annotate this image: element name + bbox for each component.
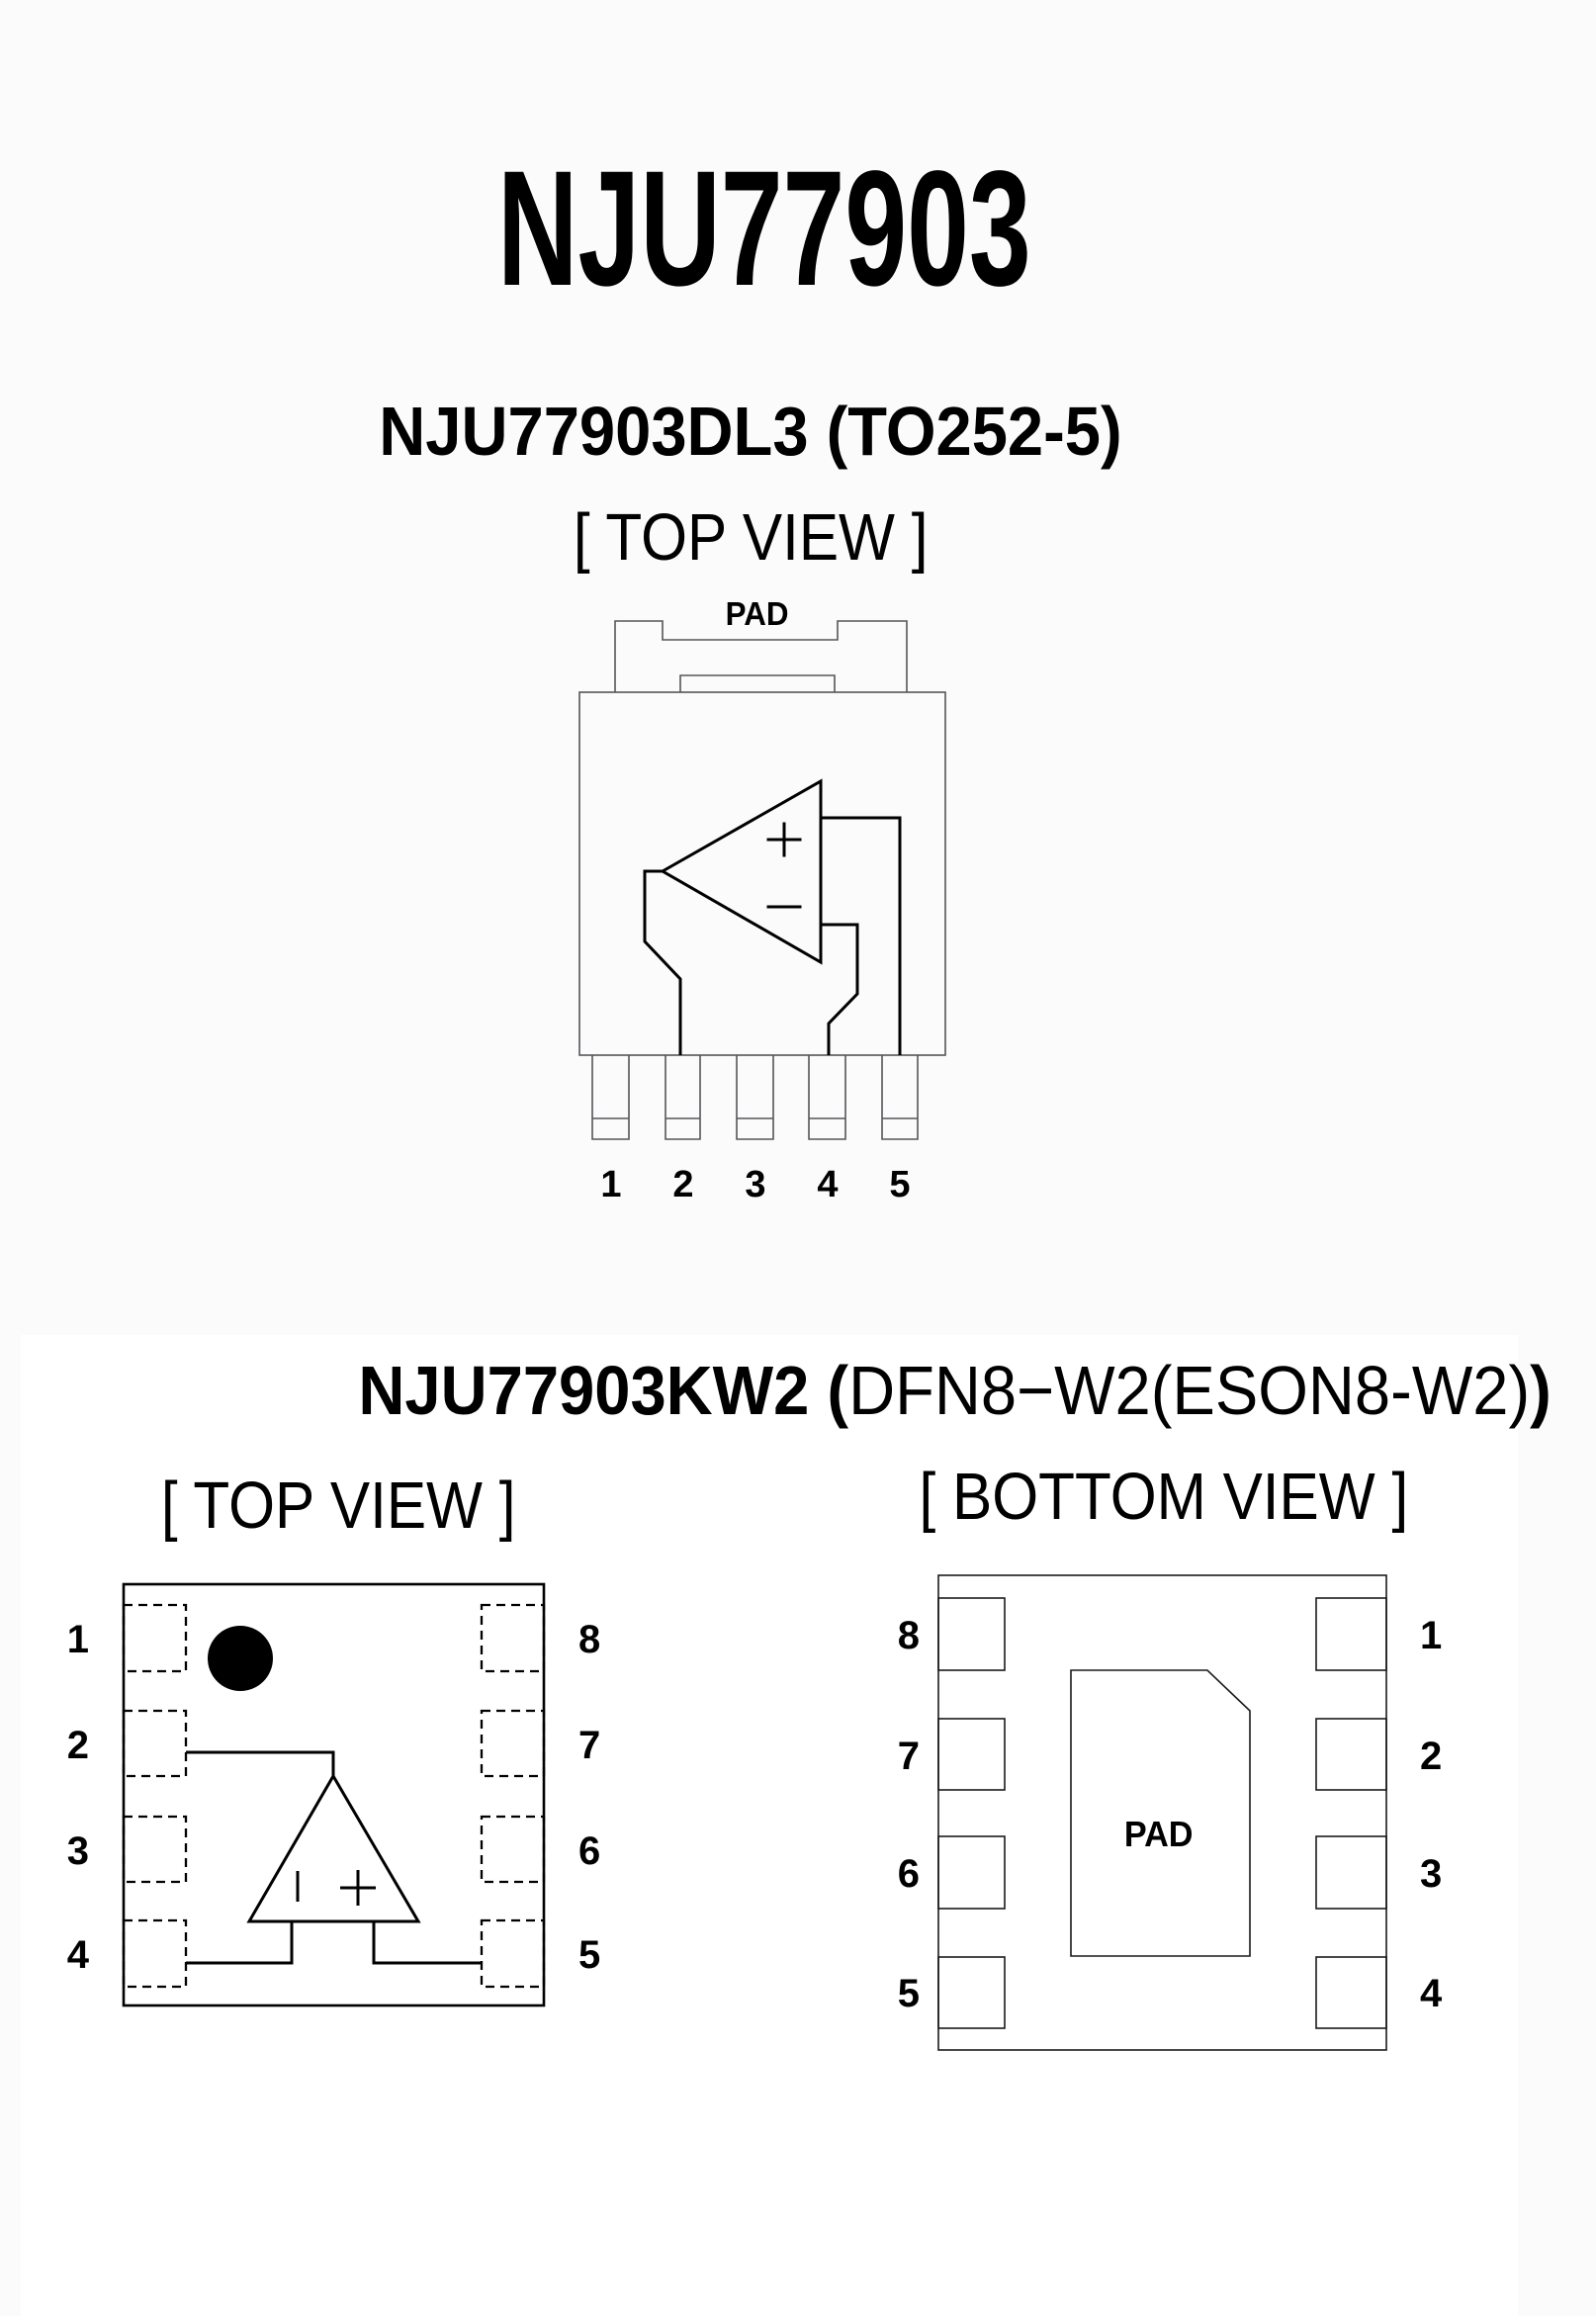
dfn8-top-pin-5: 5 bbox=[578, 1933, 601, 1977]
wire-to-pin2 bbox=[186, 1752, 333, 1776]
opamp-triangle bbox=[663, 781, 821, 962]
dfn8-bottom-pin-7: 7 bbox=[897, 1735, 920, 1778]
to252-pad-label: PAD bbox=[726, 595, 789, 632]
dfn8-heading-bold-open: NJU77903KW2 ( bbox=[358, 1352, 849, 1429]
page-title: NJU77903 bbox=[497, 137, 1031, 320]
to252-view-label: [ TOP VIEW ] bbox=[573, 500, 929, 575]
dfn8-top-right-pads bbox=[482, 1605, 544, 1987]
dfn8-bottom-pin-4: 4 bbox=[1420, 1972, 1443, 2015]
dfn8-top-left-pads bbox=[124, 1605, 186, 1987]
to252-heading: NJU77903DL3 (TO252-5) bbox=[379, 393, 1122, 470]
dfn8-bottomview-label: [ BOTTOM VIEW ] bbox=[919, 1460, 1409, 1534]
dfn8-heading-regular: DFN8−W2(ESON8-W2) bbox=[848, 1352, 1531, 1429]
dfn8-top-pin-1: 1 bbox=[66, 1618, 89, 1661]
dfn8-topview-drawing bbox=[99, 1562, 613, 2037]
dfn8-top-pin-6: 6 bbox=[578, 1829, 601, 1873]
dfn8-topview-label: [ TOP VIEW ] bbox=[160, 1469, 516, 1543]
to252-pins bbox=[592, 1055, 918, 1139]
dfn8-bottom-pin-3: 3 bbox=[1420, 1852, 1443, 1896]
dfn8-top-pin-8: 8 bbox=[578, 1618, 601, 1661]
to252-pin-number-1: 1 bbox=[600, 1164, 622, 1205]
dfn8-bottom-body bbox=[938, 1575, 1386, 2050]
dfn8-bottom-pin-2: 2 bbox=[1420, 1735, 1443, 1778]
dfn8-bottom-pin-1: 1 bbox=[1420, 1614, 1443, 1657]
dfn8-bottom-left-pads bbox=[938, 1598, 1005, 2028]
dfn8-opamp-symbol bbox=[186, 1752, 481, 1963]
dfn8-heading-bold-close: ) bbox=[1530, 1352, 1552, 1429]
dfn8-bottom-pin-6: 6 bbox=[897, 1852, 920, 1896]
wire-to-pin4 bbox=[821, 925, 857, 1055]
wire-to-pin2 bbox=[645, 871, 680, 1055]
to252-opamp-symbol bbox=[645, 781, 900, 1055]
dfn8-bottom-pin-5: 5 bbox=[897, 1972, 920, 2015]
wire-to-pin4 bbox=[186, 1921, 292, 1963]
to252-die-rect bbox=[680, 675, 835, 692]
to252-package-drawing bbox=[554, 593, 969, 1147]
opamp-plus-mark bbox=[767, 823, 802, 857]
dfn8-bottom-right-pads bbox=[1316, 1598, 1386, 2028]
pin1-marker-dot bbox=[208, 1626, 273, 1691]
to252-pin-number-2: 2 bbox=[672, 1164, 694, 1205]
opamp-triangle bbox=[249, 1776, 418, 1921]
dfn8-top-pin-2: 2 bbox=[66, 1724, 89, 1767]
opamp-plus-mark bbox=[340, 1870, 376, 1906]
to252-pin-number-4: 4 bbox=[817, 1164, 839, 1205]
dfn8-top-pin-7: 7 bbox=[578, 1724, 601, 1767]
wire-to-pin5 bbox=[374, 1921, 481, 1963]
dfn8-heading bbox=[313, 1352, 1552, 1429]
dfn8-top-pin-4: 4 bbox=[66, 1933, 89, 1977]
to252-pin-number-5: 5 bbox=[889, 1164, 911, 1205]
dfn8-bottom-pin-8: 8 bbox=[897, 1614, 920, 1657]
to252-pin-number-3: 3 bbox=[745, 1164, 766, 1205]
to252-body bbox=[579, 692, 945, 1055]
dfn8-top-pin-3: 3 bbox=[66, 1829, 89, 1873]
to252-tab-outline bbox=[615, 621, 907, 692]
dfn8-bottom-pad-label: PAD bbox=[1124, 1814, 1194, 1854]
